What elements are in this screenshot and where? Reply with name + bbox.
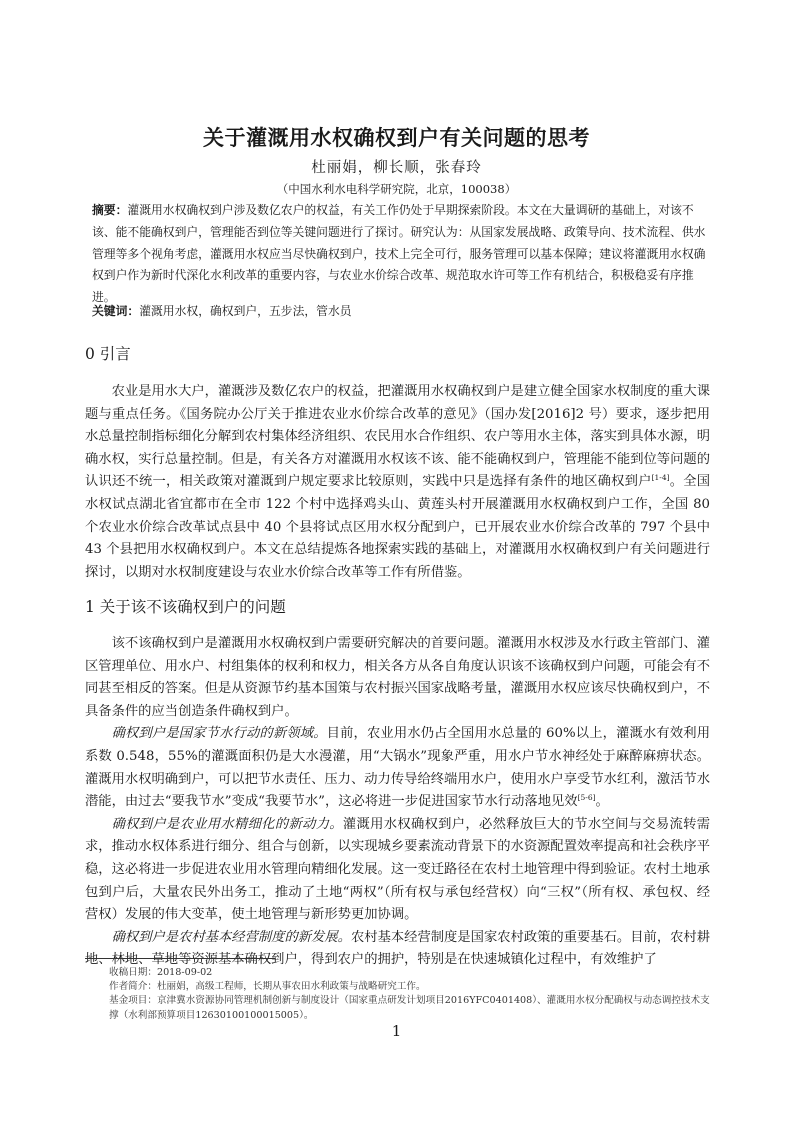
- keywords-text: 灌溉用水权，确权到户，五步法，管水员: [139, 304, 352, 318]
- author-list: 杜丽娟，柳长顺，张春玲: [311, 160, 482, 176]
- section-0-body: [85, 381, 710, 584]
- paragraph-text: 农村基本经营制度是国家农村政策的重要基石。目前，农村耕地、林地、草地等资源基本确权到户，得到农户的拥护，特别是在快速城镇化过程中，有效维护了: [85, 929, 711, 968]
- abstract-label: 摘要：: [92, 203, 128, 217]
- paragraph-text: 目前，农业用水仍占全国用水总量的 60%以上，灌溉水有效利用系数 0.548，55%的灌溉面积仍是大水漫灌，用“大锅水”现象严重，用水户节水神经处于麻醉麻痹状态。灌溉用水权明确到户，可以把节水责任、压力、动力传导给终端用水户，使用水户享受节水红利，激活节水潜能，由过去“要我节水”变成“我要节水”，这必将进一步促进国家节水行动落地见效: [85, 726, 711, 810]
- section-1-paragraph-1: 该不该确权到户是灌溉用水权确权到户需要研究解决的首要问题。灌溉用水权涉及水行政主管部门、灌区管理单位、用水户、村组集体的权利和权力，相关各方从各自角度认识该不该确权到户问题，可能会有不同甚至相反的答案。但是从资源节约基本国策与农村振兴国家战略考量，灌溉用水权应该尽快确权到户，不具备条件的应当创造条件确权到户。: [85, 636, 710, 719]
- paragraph-lead: 确权到户是农业用水精细化的新动力。: [111, 816, 343, 832]
- abstract: [92, 200, 708, 309]
- section-0-heading: 0 引言: [85, 345, 131, 363]
- paragraph-lead: 确权到户是农村基本经营制度的新发展。: [111, 929, 351, 945]
- paragraph-lead: 确权到户是国家节水行动的新领域。: [111, 726, 327, 742]
- keywords: [92, 302, 708, 319]
- footnote-received: 收稿日期：2018-09-02: [109, 967, 213, 978]
- footnotes: [109, 966, 719, 1023]
- paper-title: 关于灌溉用水权确权到户有关问题的思考: [203, 126, 590, 150]
- intro-text-a: 农业是用水大户，灌溉涉及数亿农户的权益，把灌溉用水权确权到户是建立健全国家水权制度的重大课题与重点任务。《国务院办公厅关于推进农业水价综合改革的意见》（国办发[2016]2 号）要求，逐步把用水总量控制指标细化分解到农村集体经济组织、农民用水合作组织、农户等用水主体，落实到具体水源，明确水权，实行总量控制。但是，有关各方对灌溉用水权该不该、能不能确权到户，管理能不能到位等问题的认识还不统一，相关政策对灌溉到户规定要求比较原则，实践中只是选择有条件的地区确权到户: [85, 384, 710, 490]
- footnote-author-bio: 作者简介：杜丽娟，高级工程师，长期从事农田水利政策与战略研究工作。: [109, 981, 426, 993]
- section-1-paragraph-3: [85, 814, 710, 927]
- section-0-paragraph: [85, 381, 710, 584]
- section-1-body: [85, 633, 710, 972]
- citation: [5-6]: [577, 793, 596, 803]
- footnote-divider: [85, 958, 275, 959]
- citation: [1-4]: [651, 473, 670, 483]
- paragraph-text: 灌溉用水权确权到户，必然释放巨大的节水空间与交易流转需求，推动水权体系进行细分、组合与创新，以实现城乡要素流动背景下的水资源配置效率提高和社会秩序平稳，这必将进一步促进农业用水管理向精细化发展。这一变迁路径在农村土地管理中得到验证。农村土地承包到户后，大量农民外出务工，推动了土地“两权”（所有权与承包经营权）向“三权”（所有权、承包权、经营权）发展的伟大变革，使土地管理与新形势更加协调。: [85, 816, 711, 923]
- section-1-paragraph-2: [85, 723, 710, 813]
- paragraph-text-end: 。: [595, 794, 609, 810]
- affiliation: （中国水利水电科学研究院，北京，100038）: [276, 182, 517, 196]
- section-1-heading: 1 关于该不该确权到户的问题: [85, 598, 286, 616]
- footnote-funding: 基金项目：京津冀水资源协同管理机制创新与制度设计（国家重点研发计划项目2016YFC0401408）、灌溉用水权分配确权与动态调控技术支撑（水利部预算项目126301001000150​05）。: [109, 995, 710, 1021]
- intro-text-b: 。全国水权试点湖北省宜都市在全市 122 个村中选择鸡头山、黄莲头村开展灌溉用水权确权到户工作，全国 80 个农业水价综合改革试点县中 40 个县将试点区用水权分配到户，已开展农业水价综合改革的 797 个县中 43 个县把用水权确权到户。本文在总结提炼各地探索实践的基础上，对灌溉用水权确权到户有关问题进行探讨，以期对水权制度建设与农业水价综合改革等工作有所借鉴。: [85, 474, 711, 580]
- abstract-text: 灌溉用水权确权到户涉及数亿农户的权益，有关工作仍处于早期探索阶段。本文在大量调研的基础上，对该不该、能不能确权到户，管理能否到位等关键问题进行了探讨。研究认为：从国家发展战略、政策导向、技术流程、供水管理等多个视角考虑，灌溉用水权应当尽快确权到户，技术上完全可行，服务管理可以基本保障；建议将灌溉用水权确权到户作为新时代深化水利改革的重要内容，与农业水价综合改革、规范取水许可等工作有机结合，积极稳妥有序推进。: [92, 203, 706, 305]
- page-number: 1: [391, 1022, 402, 1040]
- keywords-label: 关键词：: [92, 304, 140, 318]
